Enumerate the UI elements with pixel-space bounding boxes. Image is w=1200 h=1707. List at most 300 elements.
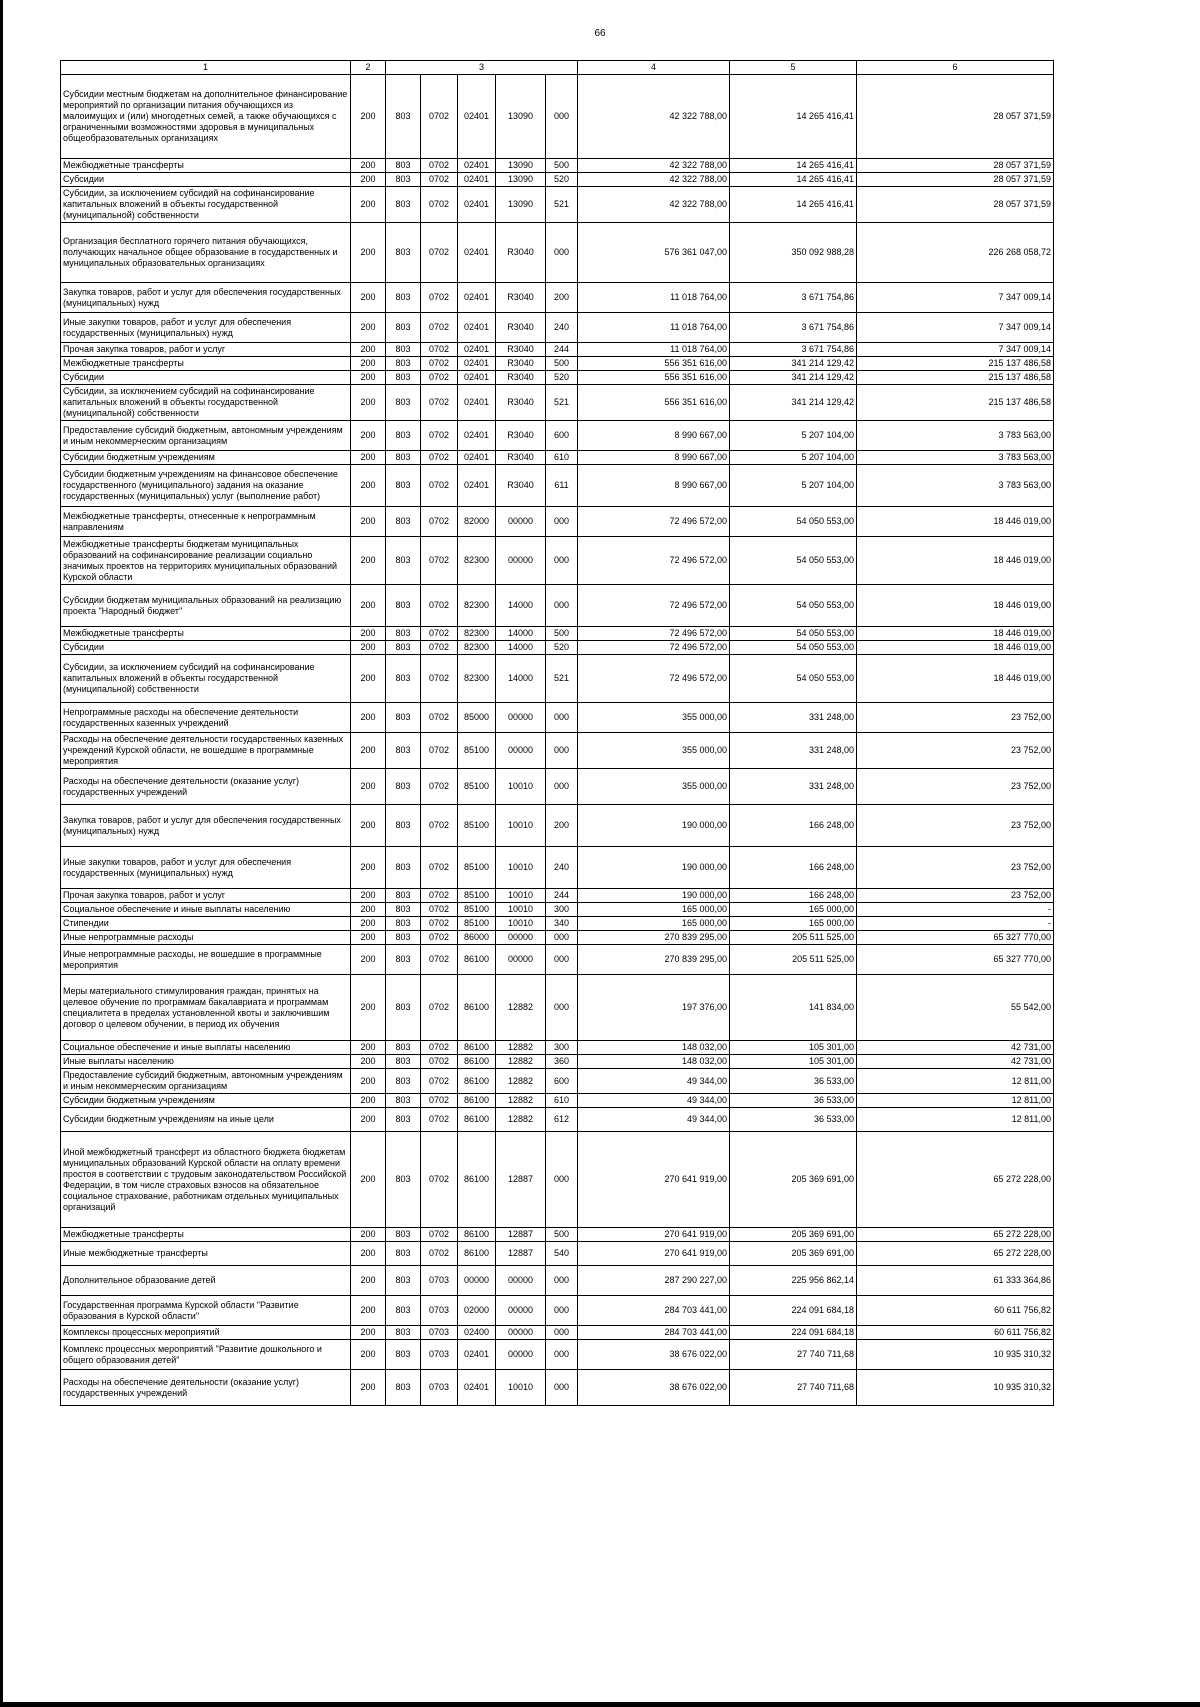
row-code-ministry: 803 [386, 465, 421, 507]
row-value-4: 38 676 022,00 [578, 1370, 730, 1406]
row-value-4: 11 018 764,00 [578, 283, 730, 313]
row-value-6: 65 272 228,00 [857, 1132, 1054, 1228]
table-row [61, 313, 1054, 343]
row-code-program: 82300 [458, 655, 496, 703]
row-value-6: 28 057 371,59 [857, 187, 1054, 223]
header-col-1: 1 [61, 61, 351, 75]
row-value-6: 60 611 756,82 [857, 1296, 1054, 1326]
row-code-program: 85100 [458, 805, 496, 847]
row-code-ministry: 803 [386, 385, 421, 421]
row-description: Дополнительное образование детей [61, 1266, 351, 1296]
row-code-expense-type: 000 [546, 703, 578, 733]
row-code-program: 86100 [458, 1094, 496, 1108]
row-code-section: 0702 [421, 627, 458, 641]
row-value-4: 287 290 227,00 [578, 1266, 730, 1296]
row-code-direction: R3040 [496, 223, 546, 283]
row-code-2: 200 [351, 917, 386, 931]
row-code-program: 86100 [458, 1055, 496, 1069]
table-row [61, 465, 1054, 507]
row-value-6: 23 752,00 [857, 889, 1054, 903]
row-code-2: 200 [351, 1041, 386, 1055]
row-value-5: 3 671 754,86 [730, 313, 857, 343]
row-code-2: 200 [351, 945, 386, 975]
row-code-section: 0702 [421, 769, 458, 805]
scan-left-edge [0, 0, 3, 1707]
row-code-expense-type: 244 [546, 889, 578, 903]
row-code-expense-type: 240 [546, 847, 578, 889]
row-code-program: 82300 [458, 627, 496, 641]
header-col-4: 4 [578, 61, 730, 75]
row-value-6: 3 783 563,00 [857, 465, 1054, 507]
row-code-direction: R3040 [496, 357, 546, 371]
row-value-6: 65 272 228,00 [857, 1242, 1054, 1266]
row-code-ministry: 803 [386, 343, 421, 357]
row-code-section: 0702 [421, 1132, 458, 1228]
row-code-ministry: 803 [386, 283, 421, 313]
row-description: Субсидии, за исключением субсидий на софинансирование капитальных вложений в объекты государственной (муниципальной) собственности [61, 385, 351, 421]
row-code-section: 0702 [421, 159, 458, 173]
row-code-program: 02401 [458, 159, 496, 173]
row-value-5: 27 740 711,68 [730, 1340, 857, 1370]
row-code-program: 02401 [458, 1340, 496, 1370]
row-code-ministry: 803 [386, 1326, 421, 1340]
row-code-ministry: 803 [386, 313, 421, 343]
row-value-4: 284 703 441,00 [578, 1296, 730, 1326]
row-code-program: 82300 [458, 585, 496, 627]
row-description: Межбюджетные трансферты, отнесенные к непрограммным направлениям [61, 507, 351, 537]
row-code-ministry: 803 [386, 507, 421, 537]
row-code-ministry: 803 [386, 733, 421, 769]
row-value-6: 7 347 009,14 [857, 283, 1054, 313]
row-value-5: 14 265 416,41 [730, 75, 857, 159]
row-description: Расходы на обеспечение деятельности (оказание услуг) государственных учреждений [61, 769, 351, 805]
page-number: 66 [594, 28, 606, 39]
row-code-ministry: 803 [386, 357, 421, 371]
row-description: Непрограммные расходы на обеспечение деятельности государственных казенных учреждений [61, 703, 351, 733]
row-code-program: 85000 [458, 703, 496, 733]
row-code-program: 86100 [458, 1108, 496, 1132]
row-code-direction: 00000 [496, 931, 546, 945]
row-code-ministry: 803 [386, 1228, 421, 1242]
row-value-6: 65 327 770,00 [857, 945, 1054, 975]
row-value-5: 341 214 129,42 [730, 357, 857, 371]
row-value-6: 226 268 058,72 [857, 223, 1054, 283]
row-code-2: 200 [351, 627, 386, 641]
row-value-4: 72 496 572,00 [578, 585, 730, 627]
row-code-program: 02401 [458, 371, 496, 385]
row-code-section: 0702 [421, 889, 458, 903]
row-code-2: 200 [351, 223, 386, 283]
table-row [61, 931, 1054, 945]
row-code-direction: 14000 [496, 627, 546, 641]
row-value-5: 205 369 691,00 [730, 1242, 857, 1266]
row-value-4: 270 641 919,00 [578, 1132, 730, 1228]
row-code-ministry: 803 [386, 187, 421, 223]
row-code-direction: R3040 [496, 421, 546, 451]
row-value-4: 38 676 022,00 [578, 1340, 730, 1370]
row-code-2: 200 [351, 507, 386, 537]
row-value-5: 3 671 754,86 [730, 283, 857, 313]
row-code-expense-type: 360 [546, 1055, 578, 1069]
row-description: Государственная программа Курской области "Развитие образования в Курской области" [61, 1296, 351, 1326]
row-value-5: 36 533,00 [730, 1094, 857, 1108]
row-value-5: 331 248,00 [730, 769, 857, 805]
row-code-section: 0703 [421, 1296, 458, 1326]
header-col-3: 3 [386, 61, 578, 75]
row-code-ministry: 803 [386, 537, 421, 585]
row-value-4: 355 000,00 [578, 769, 730, 805]
row-value-5: 14 265 416,41 [730, 159, 857, 173]
row-value-6: 7 347 009,14 [857, 343, 1054, 357]
row-description: Субсидии бюджетным учреждениям [61, 451, 351, 465]
row-code-expense-type: 300 [546, 903, 578, 917]
row-value-6: 42 731,00 [857, 1055, 1054, 1069]
row-value-5: 224 091 684,18 [730, 1296, 857, 1326]
row-value-6: 28 057 371,59 [857, 173, 1054, 187]
row-code-2: 200 [351, 465, 386, 507]
row-code-direction: 12887 [496, 1132, 546, 1228]
row-description: Межбюджетные трансферты [61, 159, 351, 173]
row-code-direction: 13090 [496, 75, 546, 159]
row-code-2: 200 [351, 283, 386, 313]
row-code-ministry: 803 [386, 1340, 421, 1370]
row-code-ministry: 803 [386, 1108, 421, 1132]
row-code-2: 200 [351, 187, 386, 223]
row-value-4: 190 000,00 [578, 889, 730, 903]
row-value-6: 23 752,00 [857, 805, 1054, 847]
row-code-section: 0702 [421, 641, 458, 655]
row-description: Субсидии бюджетным учреждениям на финансовое обеспечение государственного (муниципального) задания на оказание государственных (муниципальных) услуг (выполнение работ) [61, 465, 351, 507]
row-code-section: 0703 [421, 1326, 458, 1340]
row-value-4: 355 000,00 [578, 733, 730, 769]
row-value-5: 141 834,00 [730, 975, 857, 1041]
row-code-direction: 10010 [496, 847, 546, 889]
header-col-6: 6 [857, 61, 1054, 75]
row-code-section: 0702 [421, 733, 458, 769]
row-description: Прочая закупка товаров, работ и услуг [61, 343, 351, 357]
row-value-4: 576 361 047,00 [578, 223, 730, 283]
row-code-ministry: 803 [386, 805, 421, 847]
row-code-ministry: 803 [386, 371, 421, 385]
row-code-section: 0703 [421, 1340, 458, 1370]
table-row [61, 805, 1054, 847]
row-description: Субсидии бюджетам муниципальных образований на реализацию проекта "Народный бюджет" [61, 585, 351, 627]
row-description: Иные непрограммные расходы, не вошедшие в программные мероприятия [61, 945, 351, 975]
row-description: Комплексы процессных мероприятий [61, 1326, 351, 1340]
row-value-6: 3 783 563,00 [857, 421, 1054, 451]
row-value-4: 148 032,00 [578, 1055, 730, 1069]
row-value-5: 36 533,00 [730, 1069, 857, 1094]
row-code-ministry: 803 [386, 627, 421, 641]
table-row [61, 1370, 1054, 1406]
table-row [61, 1296, 1054, 1326]
row-code-ministry: 803 [386, 585, 421, 627]
row-code-2: 200 [351, 1242, 386, 1266]
row-code-ministry: 803 [386, 889, 421, 903]
row-value-6: 23 752,00 [857, 847, 1054, 889]
row-code-direction: 10010 [496, 805, 546, 847]
row-code-2: 200 [351, 805, 386, 847]
row-value-5: 105 301,00 [730, 1055, 857, 1069]
row-value-6: 28 057 371,59 [857, 75, 1054, 159]
row-code-2: 200 [351, 769, 386, 805]
row-code-program: 02401 [458, 421, 496, 451]
row-code-ministry: 803 [386, 655, 421, 703]
row-value-4: 42 322 788,00 [578, 159, 730, 173]
row-code-program: 02401 [458, 357, 496, 371]
row-value-6: 60 611 756,82 [857, 1326, 1054, 1340]
row-code-program: 86100 [458, 1041, 496, 1055]
row-code-ministry: 803 [386, 917, 421, 931]
row-value-6: 23 752,00 [857, 733, 1054, 769]
row-code-section: 0702 [421, 173, 458, 187]
row-value-5: 5 207 104,00 [730, 421, 857, 451]
row-code-2: 200 [351, 1132, 386, 1228]
row-code-expense-type: 500 [546, 1228, 578, 1242]
row-code-program: 82300 [458, 537, 496, 585]
row-value-4: 165 000,00 [578, 903, 730, 917]
row-code-2: 200 [351, 371, 386, 385]
row-description: Субсидии бюджетным учреждениям на иные цели [61, 1108, 351, 1132]
row-value-6: 12 811,00 [857, 1094, 1054, 1108]
row-code-expense-type: 000 [546, 1326, 578, 1340]
row-code-program: 02400 [458, 1326, 496, 1340]
row-value-6: 65 327 770,00 [857, 931, 1054, 945]
row-code-direction: 00000 [496, 1326, 546, 1340]
table-row [61, 75, 1054, 159]
row-code-expense-type: 520 [546, 371, 578, 385]
row-code-direction: 14000 [496, 641, 546, 655]
row-code-expense-type: 521 [546, 187, 578, 223]
row-code-section: 0702 [421, 537, 458, 585]
row-value-5: 54 050 553,00 [730, 655, 857, 703]
row-code-2: 200 [351, 847, 386, 889]
row-code-expense-type: 600 [546, 421, 578, 451]
row-description: Расходы на обеспечение деятельности (оказание услуг) государственных учреждений [61, 1370, 351, 1406]
row-value-5: 27 740 711,68 [730, 1370, 857, 1406]
row-code-program: 02401 [458, 343, 496, 357]
row-code-direction: 13090 [496, 187, 546, 223]
row-value-4: 8 990 667,00 [578, 421, 730, 451]
row-code-ministry: 803 [386, 847, 421, 889]
row-value-4: 355 000,00 [578, 703, 730, 733]
row-code-expense-type: 500 [546, 357, 578, 371]
row-code-2: 200 [351, 313, 386, 343]
row-value-5: 3 671 754,86 [730, 343, 857, 357]
row-value-5: 54 050 553,00 [730, 507, 857, 537]
row-code-2: 200 [351, 1370, 386, 1406]
row-code-program: 85100 [458, 733, 496, 769]
table-row [61, 421, 1054, 451]
row-code-section: 0702 [421, 703, 458, 733]
row-code-direction: 14000 [496, 585, 546, 627]
table-row [61, 537, 1054, 585]
table-row [61, 223, 1054, 283]
row-code-direction: R3040 [496, 283, 546, 313]
row-code-ministry: 803 [386, 945, 421, 975]
row-code-program: 02401 [458, 283, 496, 313]
row-code-program: 86000 [458, 931, 496, 945]
row-value-6: 215 137 486,58 [857, 371, 1054, 385]
row-code-direction: 12882 [496, 1041, 546, 1055]
row-description: Меры материального стимулирования граждан, принятых на целевое обучение по программам бакалавриата и программам специалитета в пределах установленной квоты и заключившим договор о целевом обучении, в период их обучения [61, 975, 351, 1041]
table-row [61, 343, 1054, 357]
row-code-section: 0702 [421, 805, 458, 847]
header-row [61, 61, 1054, 75]
row-code-section: 0702 [421, 451, 458, 465]
row-code-2: 200 [351, 641, 386, 655]
row-value-4: 11 018 764,00 [578, 313, 730, 343]
row-code-2: 200 [351, 1108, 386, 1132]
table-row [61, 1069, 1054, 1094]
row-value-5: 166 248,00 [730, 889, 857, 903]
table-row [61, 1228, 1054, 1242]
row-code-2: 200 [351, 703, 386, 733]
row-description: Комплекс процессных мероприятий "Развитие дошкольного и общего образования детей" [61, 1340, 351, 1370]
row-code-ministry: 803 [386, 1132, 421, 1228]
row-code-expense-type: 500 [546, 627, 578, 641]
row-value-5: 166 248,00 [730, 805, 857, 847]
row-value-4: 556 351 616,00 [578, 357, 730, 371]
row-code-program: 86100 [458, 1132, 496, 1228]
row-code-program: 02401 [458, 313, 496, 343]
row-code-expense-type: 200 [546, 283, 578, 313]
row-value-4: 165 000,00 [578, 917, 730, 931]
row-code-program: 02401 [458, 451, 496, 465]
row-code-section: 0702 [421, 931, 458, 945]
row-description: Социальное обеспечение и иные выплаты населению [61, 903, 351, 917]
table-row [61, 507, 1054, 537]
row-code-direction: R3040 [496, 465, 546, 507]
row-value-4: 72 496 572,00 [578, 641, 730, 655]
row-code-section: 0702 [421, 223, 458, 283]
row-code-section: 0703 [421, 1370, 458, 1406]
row-description: Расходы на обеспечение деятельности государственных казенных учреждений Курской области, не вошедшие в программные мероприятия [61, 733, 351, 769]
row-value-6: 28 057 371,59 [857, 159, 1054, 173]
row-code-expense-type: 000 [546, 975, 578, 1041]
row-code-program: 82300 [458, 641, 496, 655]
row-code-2: 200 [351, 1055, 386, 1069]
row-value-6: 10 935 310,32 [857, 1340, 1054, 1370]
row-code-expense-type: 300 [546, 1041, 578, 1055]
row-description: Организация бесплатного горячего питания обучающихся, получающих начальное общее образование в государственных и муниципальных образовательных организациях [61, 223, 351, 283]
row-value-6: 18 446 019,00 [857, 655, 1054, 703]
row-code-ministry: 803 [386, 641, 421, 655]
row-code-expense-type: 200 [546, 805, 578, 847]
row-code-ministry: 803 [386, 1094, 421, 1108]
row-code-direction: 00000 [496, 945, 546, 975]
row-code-expense-type: 000 [546, 1340, 578, 1370]
row-value-6: 18 446 019,00 [857, 537, 1054, 585]
row-code-section: 0702 [421, 313, 458, 343]
row-code-section: 0702 [421, 421, 458, 451]
row-description: Закупка товаров, работ и услуг для обеспечения государственных (муниципальных) нужд [61, 805, 351, 847]
row-code-ministry: 803 [386, 1296, 421, 1326]
row-value-4: 49 344,00 [578, 1108, 730, 1132]
row-value-5: 14 265 416,41 [730, 173, 857, 187]
row-code-program: 02401 [458, 75, 496, 159]
row-code-ministry: 803 [386, 1242, 421, 1266]
row-value-4: 284 703 441,00 [578, 1326, 730, 1340]
row-code-direction: 10010 [496, 1370, 546, 1406]
row-code-ministry: 803 [386, 1055, 421, 1069]
row-code-2: 200 [351, 733, 386, 769]
row-code-2: 200 [351, 385, 386, 421]
row-code-2: 200 [351, 931, 386, 945]
row-code-section: 0702 [421, 655, 458, 703]
row-code-section: 0702 [421, 283, 458, 313]
row-value-4: 72 496 572,00 [578, 627, 730, 641]
row-code-expense-type: 000 [546, 1266, 578, 1296]
row-code-2: 200 [351, 75, 386, 159]
row-description: Субсидии местным бюджетам на дополнительное финансирование мероприятий по организации питания обучающихся из малоимущих и (или) многодетных семей, а также обучающихся с ограниченными возможностями здоровья в муниципальных общеобразовательных организациях [61, 75, 351, 159]
row-code-direction: 10010 [496, 917, 546, 931]
row-description: Межбюджетные трансферты [61, 357, 351, 371]
row-code-direction: 14000 [496, 655, 546, 703]
row-code-program: 86100 [458, 1242, 496, 1266]
row-description: Предоставление субсидий бюджетным, автономным учреждениям и иным некоммерческим организациям [61, 421, 351, 451]
row-code-section: 0702 [421, 1069, 458, 1094]
table-row [61, 283, 1054, 313]
row-code-program: 86100 [458, 1069, 496, 1094]
row-code-section: 0702 [421, 343, 458, 357]
row-code-section: 0702 [421, 1228, 458, 1242]
row-code-2: 200 [351, 1340, 386, 1370]
table-row [61, 585, 1054, 627]
row-code-direction: 12882 [496, 1108, 546, 1132]
table-row [61, 1041, 1054, 1055]
row-code-program: 02000 [458, 1296, 496, 1326]
row-code-expense-type: 000 [546, 75, 578, 159]
row-value-5: 105 301,00 [730, 1041, 857, 1055]
row-code-direction: 12887 [496, 1242, 546, 1266]
row-code-direction: 10010 [496, 769, 546, 805]
row-code-program: 82000 [458, 507, 496, 537]
table-body [61, 75, 1054, 1406]
row-value-4: 72 496 572,00 [578, 537, 730, 585]
row-code-expense-type: 000 [546, 537, 578, 585]
row-code-2: 200 [351, 537, 386, 585]
row-code-direction: 12882 [496, 1055, 546, 1069]
row-code-direction: 00000 [496, 1266, 546, 1296]
row-description: Прочая закупка товаров, работ и услуг [61, 889, 351, 903]
row-value-4: 270 839 295,00 [578, 931, 730, 945]
row-value-5: 331 248,00 [730, 703, 857, 733]
table-row [61, 945, 1054, 975]
table-row [61, 769, 1054, 805]
row-code-expense-type: 611 [546, 465, 578, 507]
row-code-direction: 00000 [496, 1296, 546, 1326]
row-code-section: 0702 [421, 945, 458, 975]
row-value-4: 42 322 788,00 [578, 75, 730, 159]
row-code-2: 200 [351, 421, 386, 451]
row-code-program: 02401 [458, 1370, 496, 1406]
row-code-expense-type: 000 [546, 931, 578, 945]
row-code-expense-type: 000 [546, 507, 578, 537]
row-value-4: 556 351 616,00 [578, 371, 730, 385]
row-code-ministry: 803 [386, 931, 421, 945]
row-code-ministry: 803 [386, 1266, 421, 1296]
row-code-section: 0702 [421, 465, 458, 507]
row-code-section: 0702 [421, 917, 458, 931]
row-value-4: 190 000,00 [578, 847, 730, 889]
row-code-direction: R3040 [496, 371, 546, 385]
row-code-expense-type: 000 [546, 769, 578, 805]
row-code-section: 0702 [421, 75, 458, 159]
row-description: Субсидии [61, 371, 351, 385]
row-code-2: 200 [351, 903, 386, 917]
row-value-6: 23 752,00 [857, 769, 1054, 805]
